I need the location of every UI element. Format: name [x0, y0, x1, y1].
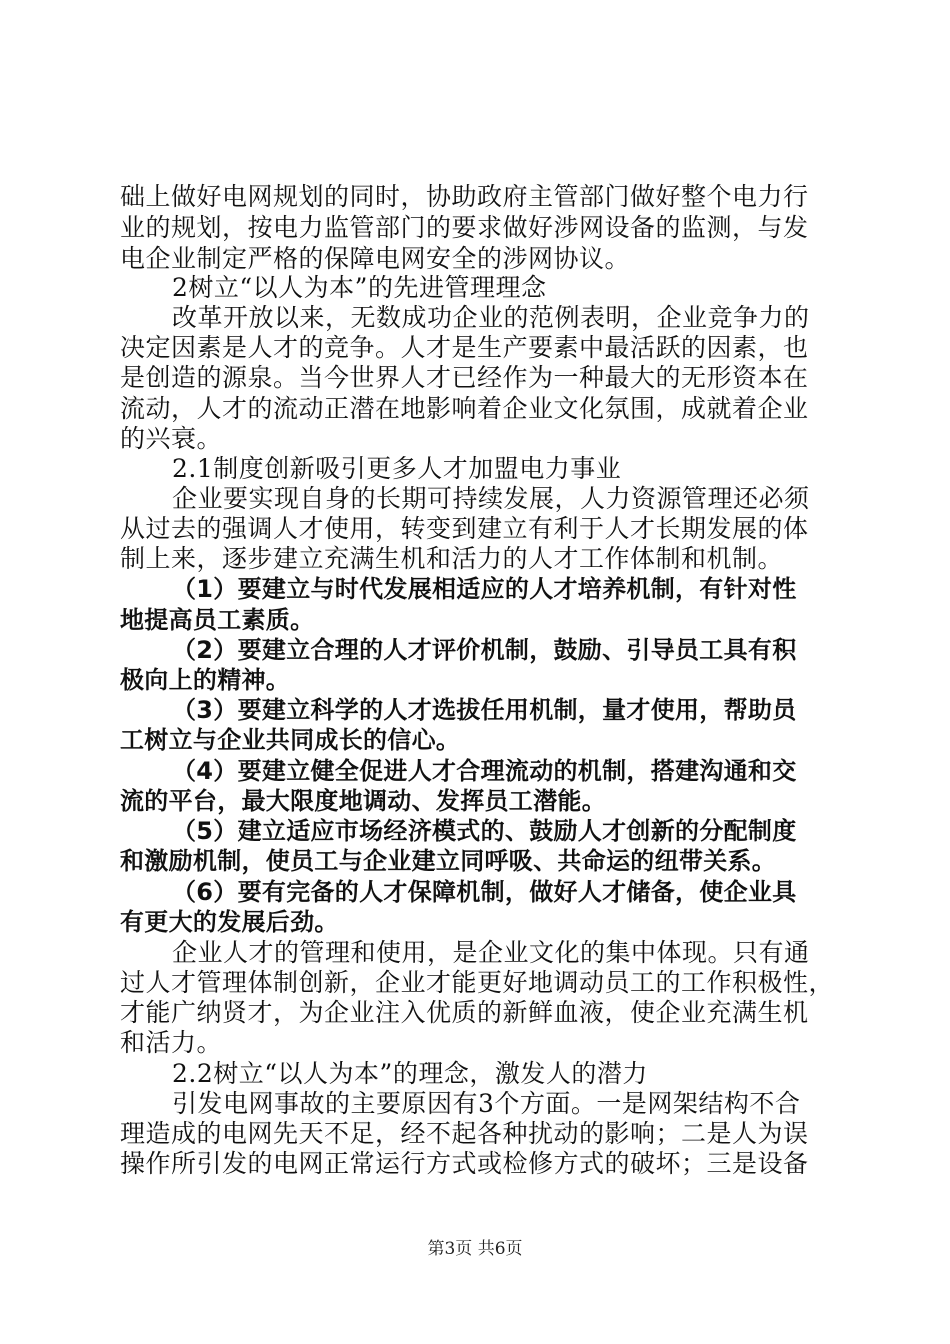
- list-item-line: （5）建立适应市场经济模式的、鼓励人才创新的分配制度: [172, 817, 797, 845]
- body-line: 企业人才的管理和使用，是企业文化的集中体现。只有通: [172, 938, 810, 967]
- list-item-line: 地提高员工素质。: [120, 606, 315, 634]
- body-line: 从过去的强调人才使用，转变到建立有利于人才长期发展的体: [120, 514, 809, 543]
- list-item-line: （6）要有完备的人才保障机制，做好人才储备，使企业具: [172, 878, 797, 906]
- body-line: 是创造的源泉。当今世界人才已经作为一种最大的无形资本在: [120, 363, 809, 392]
- list-item-line: 和激励机制，使员工与企业建立同呼吸、共命运的纽带关系。: [120, 847, 777, 875]
- list-item-line: 极向上的精神。: [120, 666, 291, 694]
- body-line: 的兴衰。: [120, 424, 223, 453]
- list-item-line: （2）要建立合理的人才评价机制，鼓励、引导员工具有积: [172, 636, 797, 664]
- body-line: 流动，人才的流动正潜在地影响着企业文化氛围，成就着企业: [120, 394, 809, 423]
- body-line: 才能广纳贤才，为企业注入优质的新鲜血液，使企业充满生机: [120, 998, 809, 1027]
- body-line: 制上来，逐步建立充满生机和活力的人才工作体制和机制。: [120, 544, 784, 573]
- list-item-line: （1）要建立与时代发展相适应的人才培养机制，有针对性: [172, 575, 797, 603]
- list-item-line: 有更大的发展后劲。: [120, 908, 339, 936]
- subsection-heading: 2.2树立“以人为本”的理念，激发人的潜力: [172, 1059, 648, 1088]
- body-line: 理造成的电网先天不足，经不起各种扰动的影响；二是人为误: [120, 1119, 809, 1148]
- body-line: 和活力。: [120, 1028, 223, 1057]
- body-line: 决定因素是人才的竞争。人才是生产要素中最活跃的因素，也: [120, 333, 809, 362]
- list-item-line: 工树立与企业共同成长的信心。: [120, 726, 461, 754]
- body-line: 引发电网事故的主要原因有3个方面。一是网架结构不合: [172, 1089, 801, 1118]
- subsection-heading: 2.1制度创新吸引更多人才加盟电力事业: [172, 454, 622, 483]
- body-line: 改革开放以来，无数成功企业的范例表明，企业竞争力的: [172, 303, 810, 332]
- list-item-line: （4）要建立健全促进人才合理流动的机制，搭建沟通和交: [172, 757, 797, 785]
- page-footer: 第3页 共6页: [427, 1239, 523, 1259]
- body-line: 业的规划，按电力监管部门的要求做好涉网设备的监测，与发: [120, 213, 809, 242]
- body-line: 企业要实现自身的长期可持续发展，人力资源管理还必须: [172, 484, 810, 513]
- list-item-line: 流的平台，最大限度地调动、发挥员工潜能。: [120, 787, 606, 815]
- list-item-line: （3）要建立科学的人才选拔任用机制，量才使用，帮助员: [172, 696, 797, 724]
- body-line: 过人才管理体制创新，企业才能更好地调动员工的工作积极性，: [120, 968, 835, 997]
- body-line: 础上做好电网规划的同时，协助政府主管部门做好整个电力行: [120, 182, 809, 211]
- section-heading: 2树立“以人为本”的先进管理理念: [172, 273, 547, 302]
- body-line: 电企业制定严格的保障电网安全的涉网协议。: [120, 244, 631, 273]
- body-line: 操作所引发的电网正常运行方式或检修方式的破坏；三是设备: [120, 1149, 809, 1178]
